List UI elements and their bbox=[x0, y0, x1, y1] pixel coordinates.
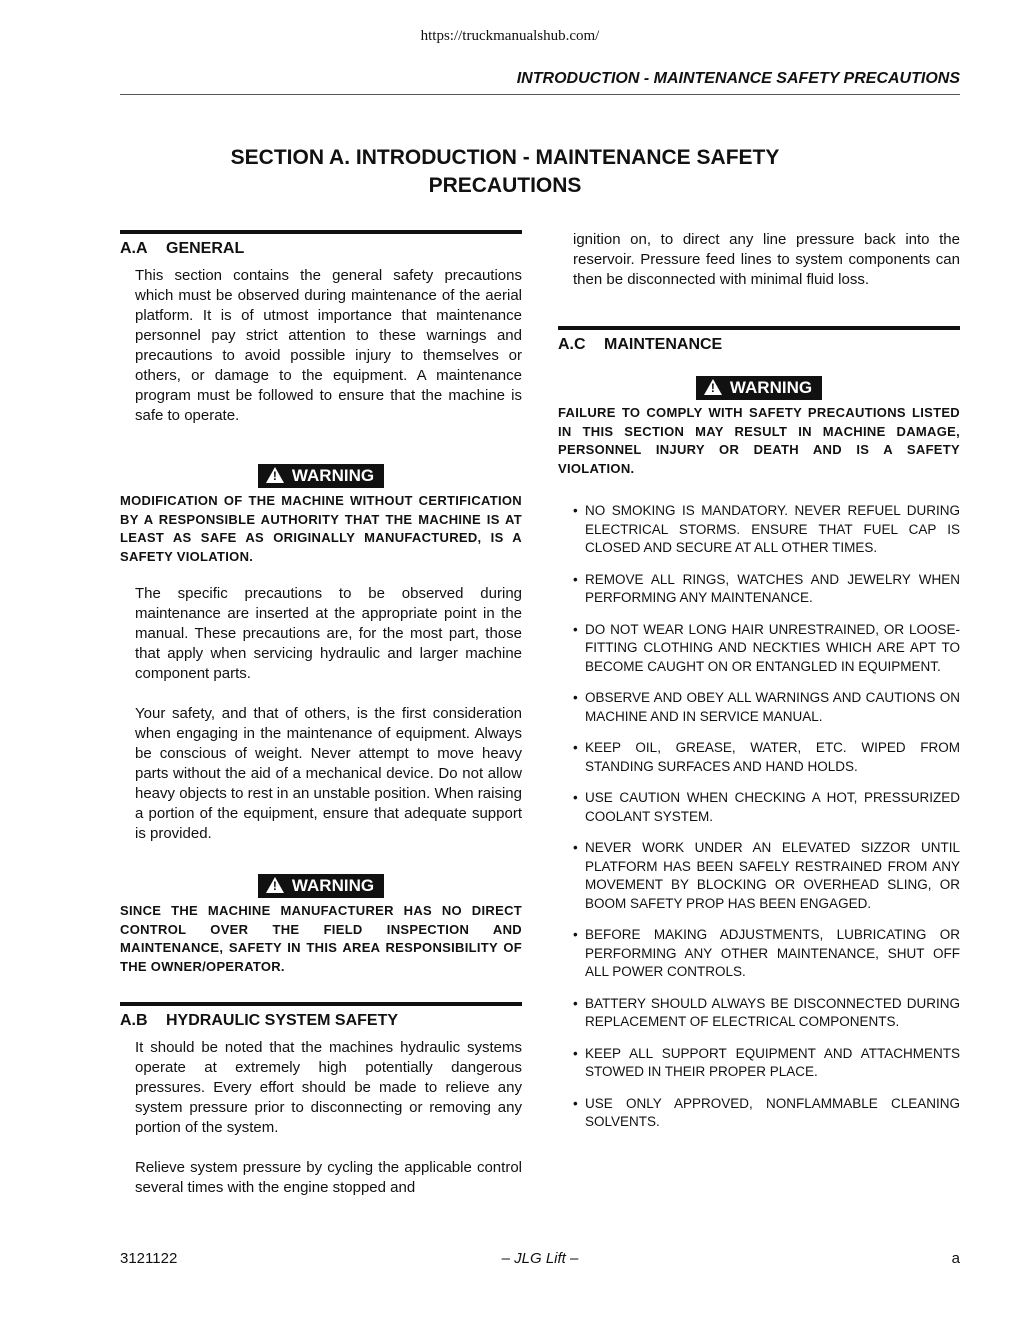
heading-general-number: A.A bbox=[120, 240, 148, 257]
heading-general bbox=[120, 230, 522, 260]
warning-badge bbox=[258, 464, 384, 488]
warning-banner-2 bbox=[120, 874, 522, 898]
list-item: • USE CAUTION WHEN CHECKING A HOT, PRESSURIZED COOLANT SYSTEM. bbox=[573, 790, 960, 824]
warning-text-3: FAILURE TO COMPLY WITH SAFETY PRECAUTIONS LISTED IN THIS SECTION MAY RESULT IN MACHINE DAMAGE, PERSONNEL INJURY OR DEATH AND IS A SAFETY VIOLATION. bbox=[558, 405, 960, 476]
running-header: INTRODUCTION - MAINTENANCE SAFETY PRECAUTIONS bbox=[516, 70, 960, 87]
section-title-line2: PRECAUTIONS bbox=[428, 174, 582, 197]
heading-general-title: GENERAL bbox=[166, 240, 245, 257]
general-paragraph-2: The specific precautions to be observed during maintenance are inserted at the appropriate point in the manual. These precautions are, for the most part, those that apply when servicing hydraulic and larger machine component parts. bbox=[135, 585, 522, 682]
heading-hydraulic bbox=[120, 1002, 522, 1032]
list-item: • KEEP OIL, GREASE, WATER, ETC. WIPED FROM STANDING SURFACES AND HAND HOLDS. bbox=[573, 740, 960, 774]
list-item: • NEVER WORK UNDER AN ELEVATED SIZZOR UNTIL PLATFORM HAS BEEN SAFELY RESTRAINED FROM ANY MOVEMENT BY BLOCKING OR OVERHEAD SLING, OR BOOM SAFETY PROP HAS BEEN ENGAGED. bbox=[573, 840, 960, 911]
warning-banner-3 bbox=[558, 376, 960, 400]
list-item: • OBSERVE AND OBEY ALL WARNINGS AND CAUTIONS ON MACHINE AND IN SERVICE MANUAL. bbox=[573, 690, 960, 724]
hydraulic-paragraph-2-start: Relieve system pressure by cycling the applicable control several times with the engine stopped and bbox=[135, 1159, 522, 1196]
heading-maintenance-number: A.C bbox=[558, 336, 586, 353]
list-item: • DO NOT WEAR LONG HAIR UNRESTRAINED, OR LOOSE-FITTING CLOTHING AND NECKTIES WHICH ARE APT TO BECOME CAUGHT ON OR ENTANGLED IN EQUIPMENT. bbox=[573, 621, 960, 674]
warning-badge bbox=[696, 376, 822, 400]
heading-hydraulic-title: HYDRAULIC SYSTEM SAFETY bbox=[166, 1012, 399, 1029]
list-item: • NO SMOKING IS MANDATORY. NEVER REFUEL DURING ELECTRICAL STORMS. ENSURE THAT FUEL CAP IS CLOSED AND SECURE AT ALL OTHER TIMES. bbox=[573, 503, 960, 555]
warning-text-1: MODIFICATION OF THE MACHINE WITHOUT CERTIFICATION BY A RESPONSIBLE AUTHORITY THAT THE MACHINE IS AT LEAST AS SAFE AS ORIGINALLY MANUFACTURED, IS A SAFETY VIOLATION. bbox=[120, 493, 522, 564]
warning-label: WARNING bbox=[291, 876, 375, 895]
warning-triangle-icon: ! bbox=[266, 877, 284, 893]
list-item: • KEEP ALL SUPPORT EQUIPMENT AND ATTACHMENTS STOWED IN THEIR PROPER PLACE. bbox=[573, 1045, 960, 1079]
hydraulic-paragraph-2-continued: ignition on, to direct any line pressure back into the reservoir. Pressure feed lines to system components can then be disconnected with minimal fluid loss. bbox=[573, 231, 960, 288]
heading-hydraulic-number: A.B bbox=[120, 1012, 148, 1029]
warning-text-2: SINCE THE MACHINE MANUFACTURER HAS NO DIRECT CONTROL OVER THE FIELD INSPECTION AND MAINTENANCE, SAFETY IN THIS AREA RESPONSIBILITY OF THE OWNER/OPERATOR. bbox=[120, 903, 522, 974]
list-item: • BATTERY SHOULD ALWAYS BE DISCONNECTED DURING REPLACEMENT OF ELECTRICAL COMPONENTS. bbox=[573, 995, 960, 1029]
warning-banner-1 bbox=[120, 464, 522, 488]
section-title bbox=[200, 144, 810, 200]
hydraulic-paragraph-1: It should be noted that the machines hydraulic systems operate at extremely high potentially dangerous pressures. Every effort should be made to relieve any system pressure prior to disconnecting or removing any portion of the system. bbox=[135, 1039, 522, 1136]
list-item: • USE ONLY APPROVED, NONFLAMMABLE CLEANING SOLVENTS. bbox=[573, 1095, 960, 1129]
warning-triangle-icon: ! bbox=[704, 379, 722, 395]
warning-label: WARNING bbox=[729, 378, 813, 397]
general-paragraph-3: Your safety, and that of others, is the first consideration when engaging in the maintenance of equipment. Always be conscious of weight. Never attempt to move heavy parts without the aid of a mechanical device. Do not allow heavy objects to rest in an unstable position. When raising a portion of the equipment, ensure that adequate support is provided. bbox=[135, 705, 522, 842]
left-column bbox=[120, 230, 522, 1198]
footer-page-number: a bbox=[951, 1250, 960, 1267]
list-item: • REMOVE ALL RINGS, WATCHES AND JEWELRY WHEN PERFORMING ANY MAINTENANCE. bbox=[573, 571, 960, 605]
footer-doc-number: 3121122 bbox=[120, 1250, 178, 1267]
source-url[interactable]: https://truckmanualshub.com/ bbox=[420, 28, 600, 44]
section-title-line1: SECTION A. INTRODUCTION - MAINTENANCE SAFETY bbox=[230, 146, 780, 169]
page-footer bbox=[120, 1250, 960, 1270]
header-rule bbox=[120, 94, 960, 95]
list-item: • BEFORE MAKING ADJUSTMENTS, LUBRICATING OR PERFORMING ANY OTHER MAINTENANCE, SHUT OFF ALL POWER CONTROLS. bbox=[573, 927, 960, 979]
warning-triangle-icon: ! bbox=[266, 467, 284, 483]
warning-label: WARNING bbox=[291, 466, 375, 485]
maintenance-bullet-list bbox=[558, 502, 960, 1132]
right-column bbox=[558, 230, 960, 1132]
footer-publisher: – JLG Lift – bbox=[501, 1250, 579, 1267]
warning-badge bbox=[258, 874, 384, 898]
heading-maintenance-title: MAINTENANCE bbox=[604, 336, 723, 353]
heading-maintenance bbox=[558, 326, 960, 356]
general-paragraph-1: This section contains the general safety precautions which must be observed during maintenance of the aerial platform. It is of utmost importance that maintenance personnel pay strict attention to these warnings and precautions to avoid possible injury to themselves or others, or damage to the equipment. A maintenance program must be followed to ensure that the machine is safe to operate. bbox=[135, 267, 522, 424]
